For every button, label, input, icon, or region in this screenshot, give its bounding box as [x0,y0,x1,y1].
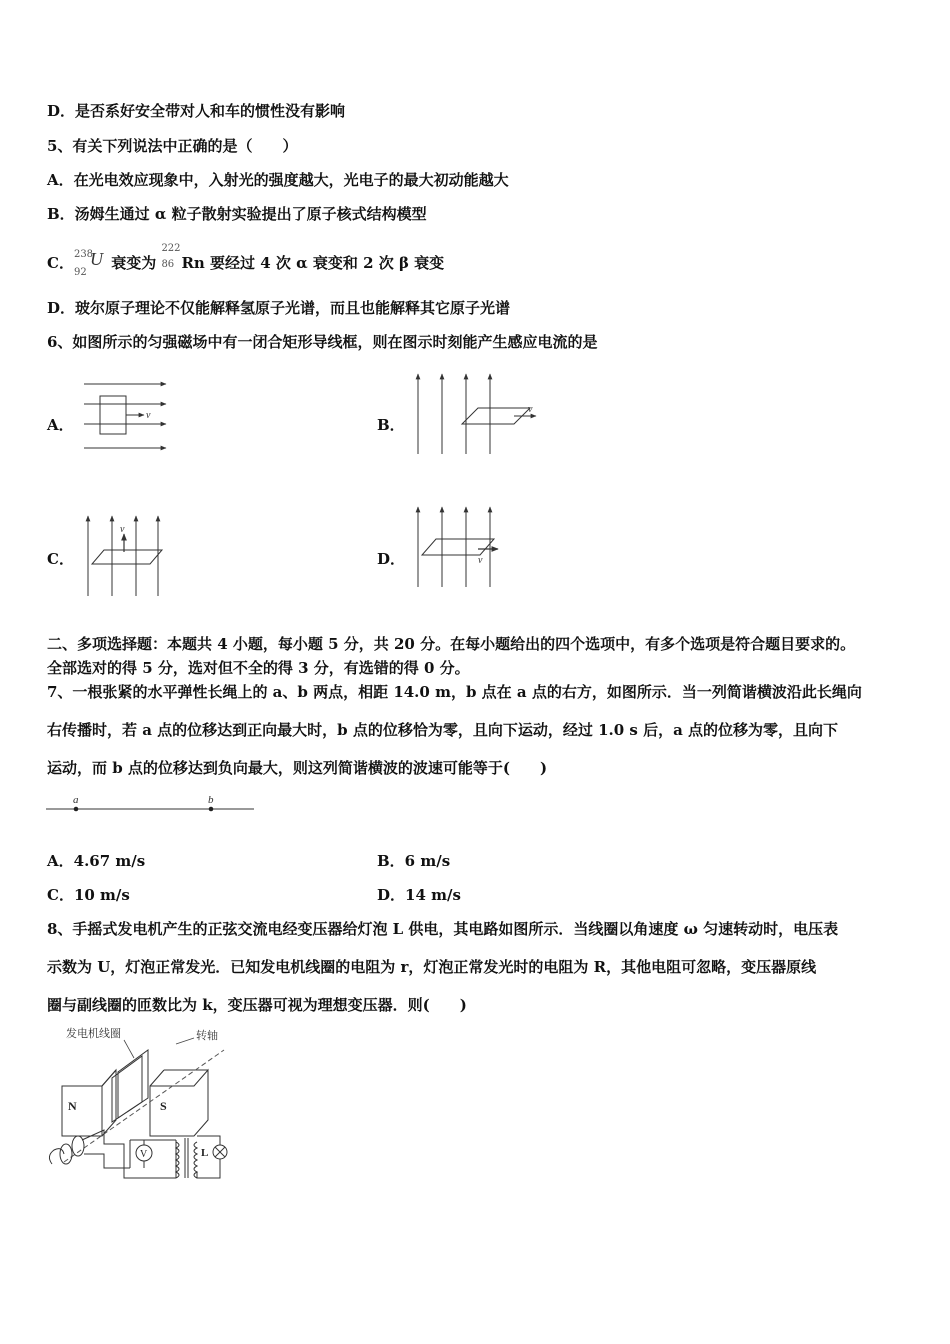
q7-option-d: D．14 m/s [377,886,461,904]
lamp-label: L [201,1147,209,1159]
q7-line2: 右传播时，若 a 点的位移达到正向最大时，b 点的位移恰为零，且向下运动，经过 1.0 s 后，a 点的位移为零，且向下 [47,721,839,739]
q4-option-d: D．是否系好安全带对人和车的惯性没有影响 [47,102,346,120]
point-a-dot [74,807,79,812]
q7-rope-figure [44,790,258,816]
q8-generator-circuit-figure [44,1022,244,1182]
coil-label: 发电机线圈 [66,1028,121,1040]
magnet-n-label: N [68,1099,77,1113]
u-symbol: U [89,249,103,269]
q6-label-c: C． [47,550,74,568]
q8-line1: 8、手摇式发电机产生的正弦交流电经变压器给灯泡 L 供电，其电路如图所示．当线圈以角速度 ω 匀速转动时，电压表 [47,920,839,938]
q6-figure-a [80,378,170,456]
u-mass-number: 238 [73,249,94,260]
q6-b-velocity-label: v [528,404,533,415]
rn-mass-number: 222 [161,243,181,254]
q5-option-b: B．汤姆生通过 α 粒子散射实验提出了原子核式结构模型 [47,205,427,223]
q6-figure-b [410,370,545,456]
q7-option-c: C．10 m/s [47,886,130,904]
point-b-dot [209,807,214,812]
q5-option-c [47,243,445,278]
q7-line3: 运动，而 b 点的位移达到负向最大，则这列简谐横波的波速可能等于( ) [47,759,548,777]
rn-atomic-number: 86 [161,259,175,270]
point-a-label: a [73,794,79,806]
q6-d-velocity-label: v [478,555,483,566]
q5-stem: 5、有关下列说法中正确的是（ ） [47,137,298,155]
axis-label: 转轴 [196,1030,218,1042]
u-atomic-number: 92 [73,267,87,278]
q8-line2: 示数为 U，灯泡正常发光．已知发电机线圈的电阻为 r，灯泡正常发光时的电阻为 R，其他电阻可忽略，变压器原线 [47,958,817,976]
section2-heading-line1: 二、多项选择题：本题共 4 小题，每小题 5 分，共 20 分。在每小题给出的四个选项中，有多个选项是符合题目要求的。 [47,635,856,653]
q5-option-c-label: C． [47,254,74,272]
q6-label-a: A． [47,416,74,434]
q6-stem: 6、如图所示的匀强磁场中有一闭合矩形导线框，则在图示时刻能产生感应电流的是 [47,333,598,351]
voltmeter-label: V [140,1149,148,1160]
q8-line3: 圈与副线圈的匝数比为 k，变压器可视为理想变压器．则( ) [47,996,467,1014]
q6-label-d: D． [377,550,406,568]
q7-line1: 7、一根张紧的水平弹性长绳上的 a、b 两点，相距 14.0 m，b 点在 a 点的右方，如图所示．当一列简谐横波沿此长绳向 [47,683,862,701]
section2-heading-line2: 全部选对的得 5 分，选对但不全的得 3 分，有选错的得 0 分。 [47,659,470,677]
q6-c-velocity-label: v [120,524,125,535]
q7-option-b: B．6 m/s [377,852,451,870]
q6-figure-d [410,503,510,589]
q5-option-a: A．在光电效应现象中，入射光的强度越大，光电子的最大初动能越大 [47,171,509,189]
q5-option-c-mid: 衰变为 [111,254,157,272]
q5-option-c-tail: Rn 要经过 4 次 α 衰变和 2 次 β 衰变 [181,254,445,272]
radon-222-nuclide [161,243,181,277]
q6-label-b: B． [377,416,405,434]
magnet-s-label: S [160,1099,167,1113]
uranium-238-nuclide [74,251,106,277]
q5-option-d: D．玻尔原子理论不仅能解释氢原子光谱，而且也能解释其它原子光谱 [47,299,511,317]
q7-option-a: A．4.67 m/s [47,852,146,870]
q6-figure-c [80,512,170,598]
q6-a-velocity-label: v [146,410,151,421]
point-b-label: b [208,794,214,806]
